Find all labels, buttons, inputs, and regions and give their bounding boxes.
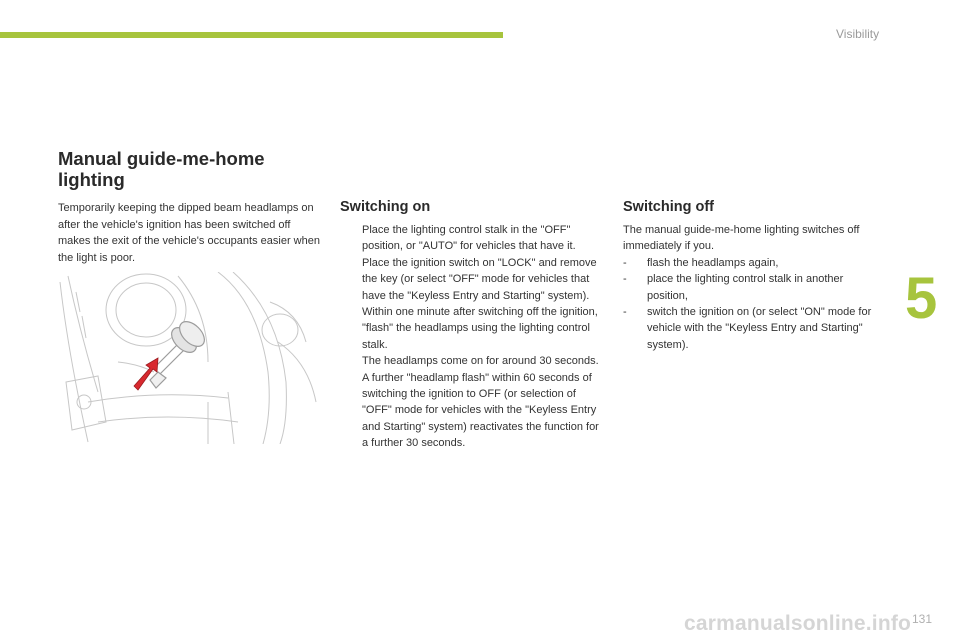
section-name: Visibility	[836, 27, 880, 41]
list-item	[340, 222, 605, 255]
chapter-number: 5	[905, 266, 938, 331]
list-item	[340, 370, 605, 452]
step-text: Place the ignition switch on "LOCK" and remove the key (or select "OFF" mode for vehicles that have the "Keyless Entry and Starting" system).	[362, 256, 597, 302]
list-item	[623, 271, 885, 304]
watermark-text: carmanualsonline.info	[684, 612, 912, 635]
page-title	[58, 148, 318, 190]
item-text: switch the ignition on (or select "ON" mode for vehicle with the "Keyless Entry and Starting" system).	[647, 306, 872, 351]
intro-text: Temporarily keeping the dipped beam headlamps on after the vehicle's ignition has been switched off makes the exit of the vehicle's occupants easier when the light is poor.	[58, 202, 320, 264]
switching-off-intro: The manual guide-me-home lighting switches off immediately if you.	[623, 224, 860, 253]
page-number: 131	[912, 612, 933, 626]
dash-marker: -	[623, 273, 627, 286]
step-text: Within one minute after switching off the ignition, "flash" the headlamps using the lighting control stalk.	[362, 306, 598, 351]
switching-off-heading: Switching off	[623, 199, 715, 215]
step-note: The headlamps come on for around 30 seconds.	[362, 355, 599, 368]
switching-off-section	[623, 222, 885, 353]
dash-marker: -	[623, 256, 627, 269]
list-item	[623, 304, 885, 353]
dash-marker: -	[623, 306, 627, 319]
list-item	[340, 304, 605, 370]
lighting-stalk-illustration	[58, 272, 320, 444]
switching-on-heading: Switching on	[340, 199, 431, 215]
step-text: A further "headlamp flash" within 60 seconds of switching the ignition to OFF (or selection of "OFF" mode for vehicles with the "Keyless Entry and Starting" system) reactivates the function for a further 30 seconds.	[362, 371, 599, 450]
header-accent-bar	[0, 32, 503, 38]
item-text: flash the headlamps again,	[647, 256, 779, 269]
lighting-control-stalk	[150, 317, 209, 388]
list-item	[340, 255, 605, 304]
item-text: place the lighting control stalk in another position,	[647, 273, 844, 302]
page-title-line2: lighting	[58, 169, 125, 190]
page-title-line1: Manual guide-me-home	[58, 148, 265, 169]
list-item	[623, 255, 885, 271]
switching-on-steps	[340, 222, 605, 452]
step-text: Place the lighting control stalk in the "OFF" position, or "AUTO" for vehicles that have it.	[362, 224, 576, 253]
